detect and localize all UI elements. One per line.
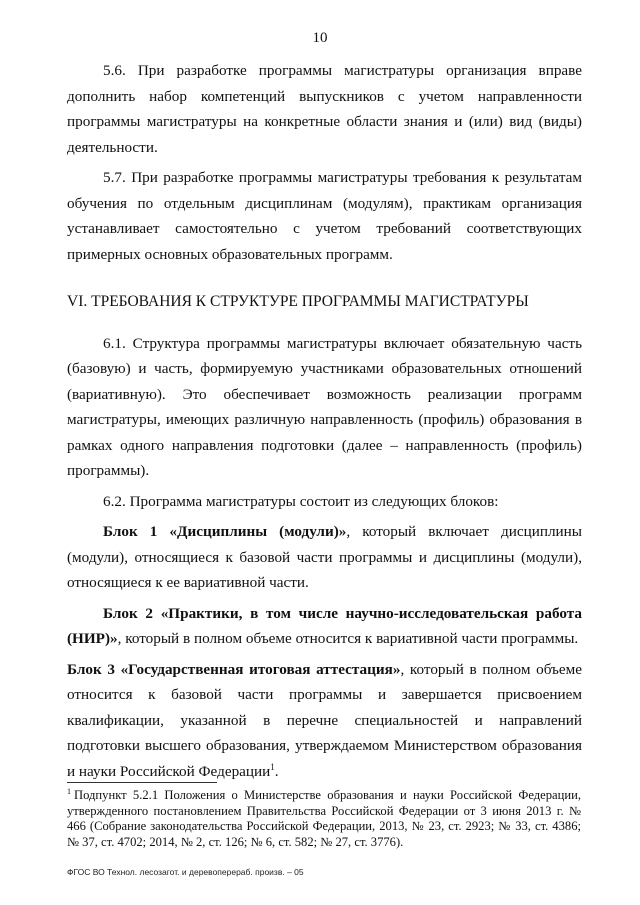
block-2-title: Блок 2 «Практики, в том числе научно-исследовательская работа (НИР)» (67, 604, 582, 647)
paragraph-5-6: 5.6. При разработке программы магистратуры организация вправе дополнить набор компетенций выпускников с учетом направленности программы магистратуры на конкретные области знания и (или) вид (виды) деятельности. (67, 62, 582, 156)
paragraph-block-2 (67, 601, 582, 652)
block-3-end: . (274, 762, 279, 780)
page-number: 10 (312, 30, 328, 46)
block-1-title: Блок 1 «Дисциплины (модули)» (103, 523, 347, 540)
paragraph-5-7: 5.7. При разработке программы магистратуры требования к результатам обучения по отдельным дисциплинам (модулям), практикам организация устанавливает самостоятельно с учетом требований соответствующих примерных основных образовательных программ. (67, 169, 582, 263)
footnote-divider (67, 782, 217, 783)
block-3-text: , который в полном объеме относится к базовой части программы и завершается присвоением квалификации, указанной в перечне специальностей и направлений подготовки высшего образования, утверждаемом Министерством образования и науки Российской Федерации (67, 660, 582, 780)
paragraph-6-1: 6.1. Структура программы магистратуры включает обязательную часть (базовую) и часть, формируемую участниками образовательных отношений (вариативную). Это обеспечивает возможность реализации программ магистратуры, имеющих различную направленность (профиль) образования в рамках одного направления подготовки (далее – направленность (профиль) программы). (67, 334, 582, 479)
footnote-reference: 1 (270, 761, 275, 772)
document-body (67, 58, 582, 789)
paragraph-block-3 (67, 657, 582, 785)
block-1-text: , который включает дисциплины (модули), относящиеся к базовой части программы и дисциплины (модули), относящиеся к ее вариативной части. (67, 523, 582, 591)
block-3-title: Блок 3 «Государственная итоговая аттестация» (67, 660, 401, 678)
footnote (67, 788, 581, 850)
paragraph-6-2: 6.2. Программа магистратуры состоит из следующих блоков: (103, 492, 499, 510)
paragraph-block-1 (67, 519, 582, 596)
footnote-text: Подпункт 5.2.1 Положения о Министерстве образования и науки Российской Федерации, утвержденного постановлением Правительства Российской Федерации от 3 июня 2013 г. № 466 (Собрание законодательства Российской Федерации, 2013, № 23, ст. 2923; № 33, ст. 4386; № 37, ст. 4702; 2014, № 2, ст. 126; № 6, ст. 582; № 27, ст. 3776). (67, 788, 581, 849)
page-footer: ФГОС ВО Технол. лесозагот. и деревоперераб. произв. – 05 (67, 867, 304, 877)
block-2-text: , который в полном объеме относится к вариативной части программы. (117, 630, 579, 647)
section-heading: VI. ТРЕБОВАНИЯ К СТРУКТУРЕ ПРОГРАММЫ МАГИСТРАТУРЫ (67, 293, 529, 310)
footnote-mark: 1 (67, 786, 71, 796)
